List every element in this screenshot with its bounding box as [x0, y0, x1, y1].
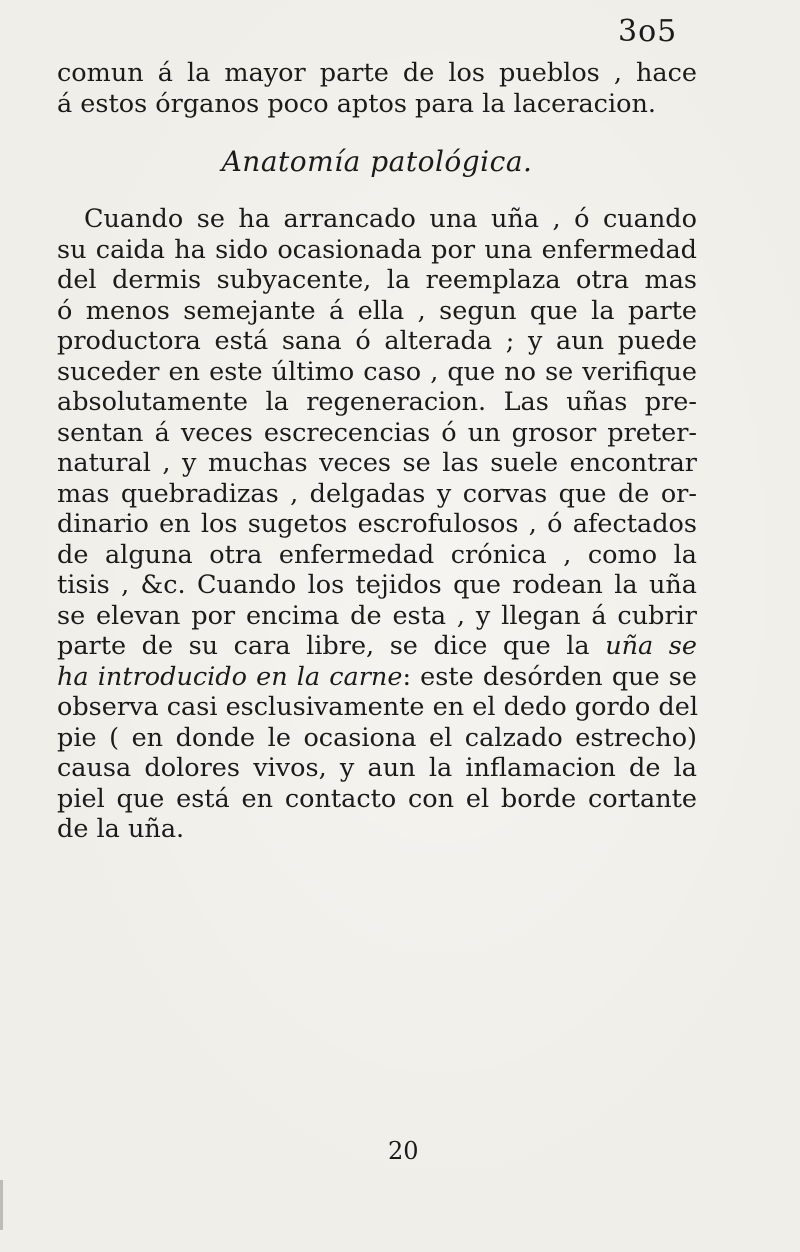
text-line: á estos órganos poco aptos para la laceracion. [57, 88, 656, 119]
text-line: causa dolores vivos, y aun la inflamacion de la [57, 753, 697, 783]
text-line: observa casi esclusivamente en el dedo gordo del [57, 692, 698, 722]
text-line: se elevan por encima de esta , y llegan á cubrir [57, 600, 697, 631]
text-line-mixed [57, 631, 697, 662]
text-line: ó menos semejante á ella , segun que la parte [57, 295, 697, 326]
text-line: su caida ha sido ocasionada por una enfermedad [57, 234, 697, 265]
text-line: de la uña. [57, 814, 185, 844]
text-line: tisis , &c. Cuando los tejidos que rodean la uña [57, 570, 697, 600]
text-line: Cuando se ha arrancado una uña , ó cuando [84, 204, 697, 234]
text-run: : este desórden que se [402, 661, 697, 692]
text-line: del dermis subyacente, la reemplaza otra mas [57, 265, 697, 295]
text-line: natural , y muchas veces se las suele encontrar [57, 448, 697, 478]
text-line: suceder en este último caso , que no se verifique [57, 356, 697, 387]
text-line: de alguna otra enfermedad crónica , como la [57, 539, 697, 570]
text-line: dinario en los sugetos escrofulosos , ó afectados [57, 509, 697, 539]
text-line: comun á la mayor parte de los pueblos , hace [57, 58, 697, 88]
italic-run: uña se [605, 631, 697, 661]
body-text [57, 58, 697, 845]
text-line: mas quebradizas , delgadas y corvas que de or- [57, 478, 697, 509]
printer-signature-mark: 20 [388, 1137, 419, 1165]
italic-run: ha introducido en la carne [57, 661, 403, 692]
text-run: parte de su cara libre, se dice que la [57, 631, 606, 661]
text-line: sentan á veces escrecencias ó un grosor preter- [57, 417, 697, 448]
page-number: 3o5 [618, 14, 678, 49]
text-line-mixed [57, 662, 697, 693]
text-line: absolutamente la regeneracion. Las uñas pre- [57, 387, 697, 417]
page-edge-shadow [0, 1180, 3, 1230]
text-line: productora está sana ó alterada ; y aun puede [57, 326, 697, 356]
section-heading: Anatomía patológica. [221, 145, 533, 178]
text-line: pie ( en donde le ocasiona el calzado estrecho) [57, 722, 697, 753]
text-line: piel que está en contacto con el borde cortante [57, 783, 697, 814]
